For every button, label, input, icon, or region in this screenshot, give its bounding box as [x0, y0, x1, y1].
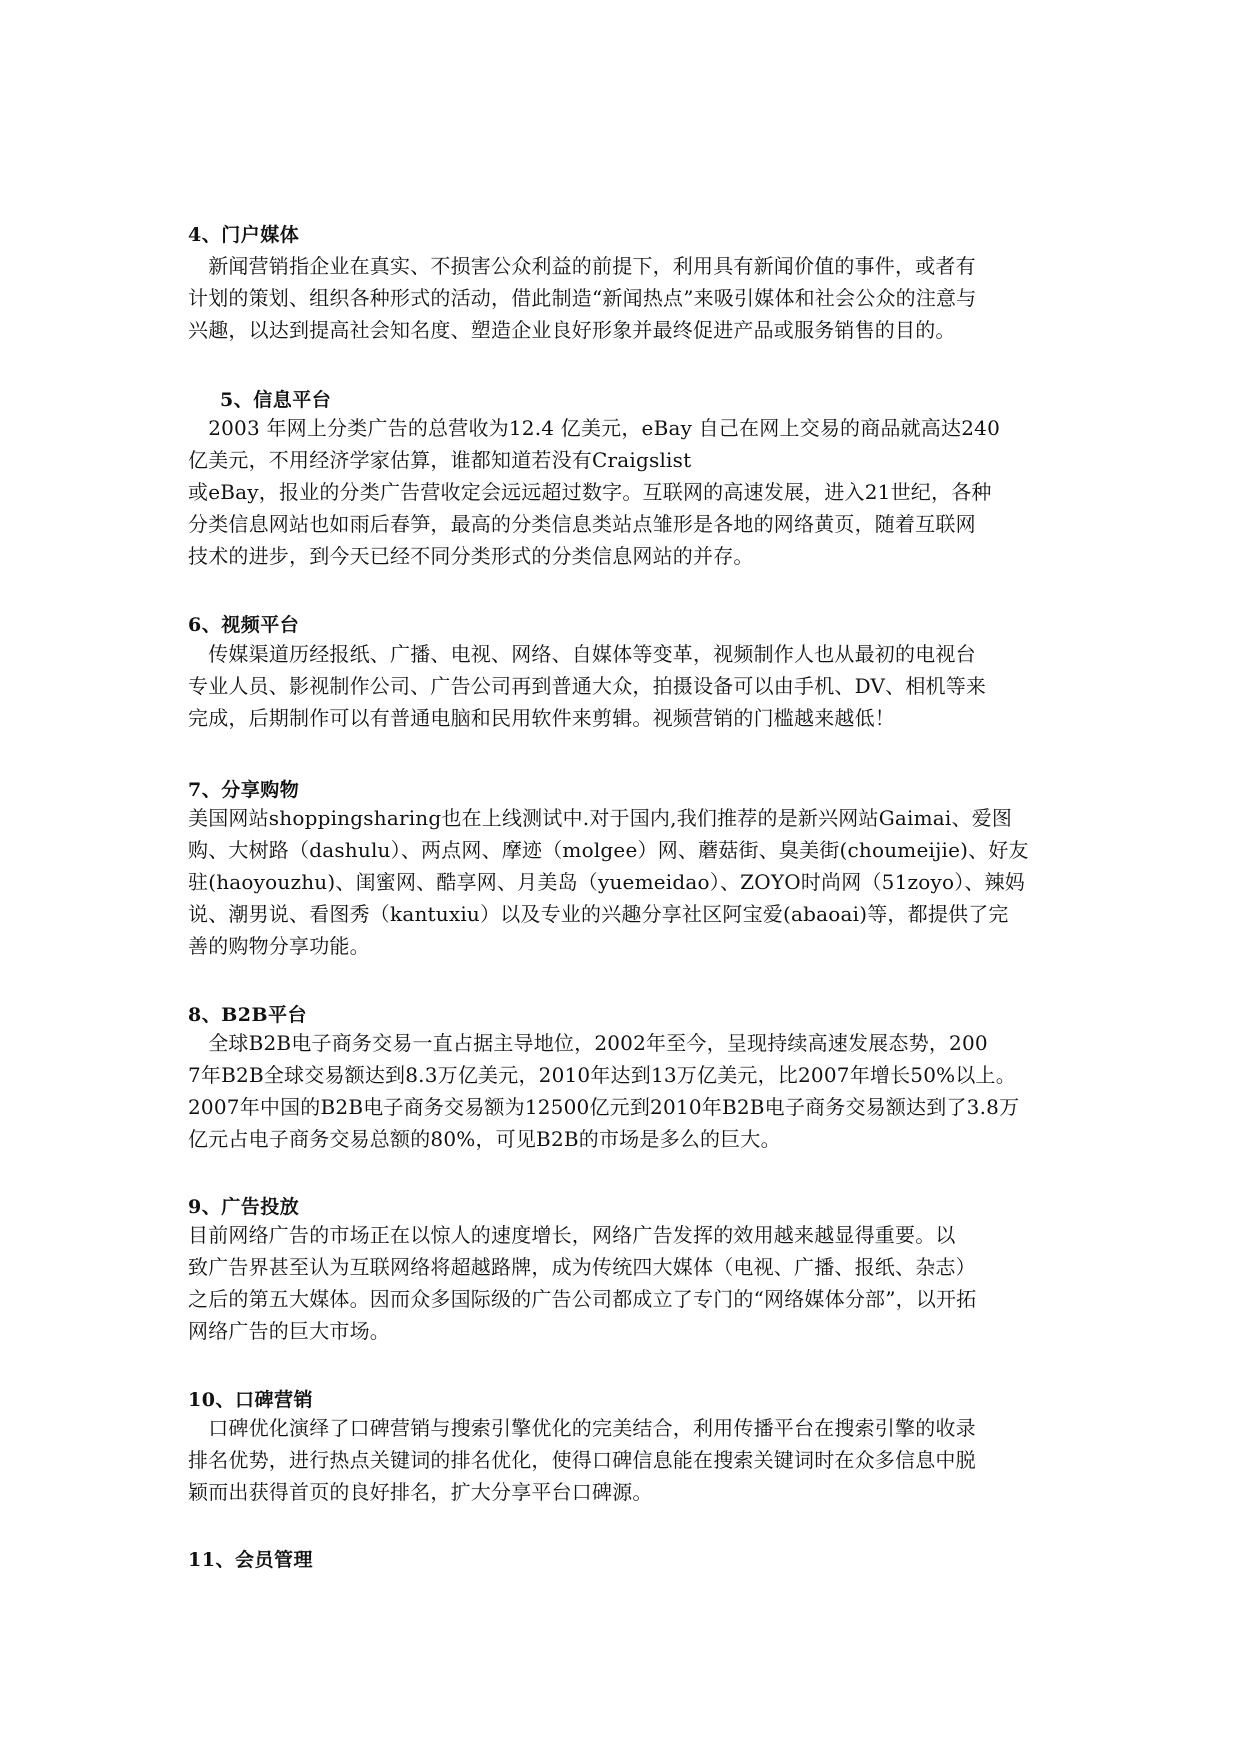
section-heading-shopping-sharing: 7、分享购物	[188, 779, 300, 801]
section-heading-b2b-platform: 8、B2B平台	[188, 1004, 308, 1026]
text-line: 完成，后期制作可以有普通电脑和民用软件来剪辑。视频营销的门槛越来越低！	[188, 706, 895, 730]
text-line: 善的购物分享功能。	[188, 934, 370, 958]
text-line: 亿美元，不用经济学家估算，谁都知道若没有Craigslist	[188, 448, 692, 472]
text-line: 专业人员、影视制作公司、广告公司再到普通大众，拍摄设备可以由手机、DV、相机等来	[188, 674, 987, 698]
section-body-portal-media	[188, 250, 1068, 346]
section-heading-info-platform: 5、信息平台	[220, 389, 332, 411]
text-line: 2007年中国的B2B电子商务交易额为12500亿元到2010年B2B电子商务交易额达到了3.8万	[188, 1095, 1020, 1119]
text-line: 或eBay，报业的分类广告营收定会远远超过数字。互联网的高速发展，进入21世纪，各种	[188, 480, 992, 504]
text-line: 口碑优化演绎了口碑营销与搜索引擎优化的完美结合，利用传播平台在搜索引擎的收录	[188, 1416, 976, 1440]
text-line: 颖而出获得首页的良好排名，扩大分享平台口碑源。	[188, 1480, 653, 1504]
section-body-info-platform	[188, 412, 1068, 572]
section-body-shopping-sharing	[188, 802, 1068, 962]
text-line: 新闻营销指企业在真实、不损害公众利益的前提下，利用具有新闻价值的事件，或者有	[188, 254, 976, 278]
text-line: 传媒渠道历经报纸、广播、电视、网络、自媒体等变革，视频制作人也从最初的电视台	[188, 642, 976, 666]
section-heading-video-platform: 6、视频平台	[188, 614, 300, 636]
text-line: 计划的策划、组织各种形式的活动，借此制造“新闻热点”来吸引媒体和社会公众的注意与	[188, 286, 977, 310]
text-line: 全球B2B电子商务交易一直占据主导地位，2002年至今，呈现持续高速发展态势，200	[188, 1031, 988, 1055]
section-heading-word-of-mouth: 10、口碑营销	[188, 1389, 313, 1411]
section-body-b2b-platform	[188, 1027, 1068, 1155]
section-heading-ad-placement: 9、广告投放	[188, 1196, 300, 1218]
text-line: 致广告界甚至认为互联网络将超越路牌，成为传统四大媒体（电视、广播、报纸、杂志）	[188, 1255, 976, 1279]
text-line: 之后的第五大媒体。因而众多国际级的广告公司都成立了专门的“网络媒体分部”，以开拓	[188, 1287, 977, 1311]
text-line: 亿元占电子商务交易总额的80%，可见B2B的市场是多么的巨大。	[188, 1127, 781, 1151]
text-line: 7年B2B全球交易额达到8.3万亿美元，2010年达到13万亿美元，比2007年增长50%以上。	[188, 1063, 1016, 1087]
text-line: 网络广告的巨大市场。	[188, 1319, 390, 1343]
section-body-word-of-mouth	[188, 1412, 1068, 1508]
text-line: 购、大树路（dashulu）、两点网、摩迹（molgee）网、蘑菇街、臭美街(choumeijie)、好友	[188, 838, 1029, 862]
section-heading-member-management: 11、会员管理	[188, 1549, 313, 1571]
text-line: 分类信息网站也如雨后春笋，最高的分类信息类站点雏形是各地的网络黄页，随着互联网	[188, 512, 976, 536]
text-line: 排名优势，进行热点关键词的排名优化，使得口碑信息能在搜索关键词时在众多信息中脱	[188, 1448, 976, 1472]
section-heading-portal-media: 4、门户媒体	[188, 224, 300, 246]
section-body-ad-placement	[188, 1219, 1068, 1347]
text-line: 说、潮男说、看图秀（kantuxiu）以及专业的兴趣分享社区阿宝爱(abaoai)等，都提供了完	[188, 902, 1009, 926]
text-line: 驻(haoyouzhu)、闺蜜网、酷享网、月美岛（yuemeidao）、ZOYO时尚网（51zoyo）、辣妈	[188, 870, 1026, 894]
text-line: 兴趣，以达到提高社会知名度、塑造企业良好形象并最终促进产品或服务销售的目的。	[188, 318, 956, 342]
text-line: 美国网站shoppingsharing也在上线测试中.对于国内,我们推荐的是新兴网站Gaimai、爱图	[188, 806, 1013, 830]
section-body-video-platform	[188, 638, 1068, 734]
text-line: 技术的进步，到今天已经不同分类形式的分类信息网站的并存。	[188, 544, 754, 568]
text-line: 2003 年网上分类广告的总营收为12.4 亿美元，eBay 自己在网上交易的商品就高达240	[188, 416, 1001, 440]
text-line: 目前网络广告的市场正在以惊人的速度增长，网络广告发挥的效用越来越显得重要。以	[188, 1223, 956, 1247]
